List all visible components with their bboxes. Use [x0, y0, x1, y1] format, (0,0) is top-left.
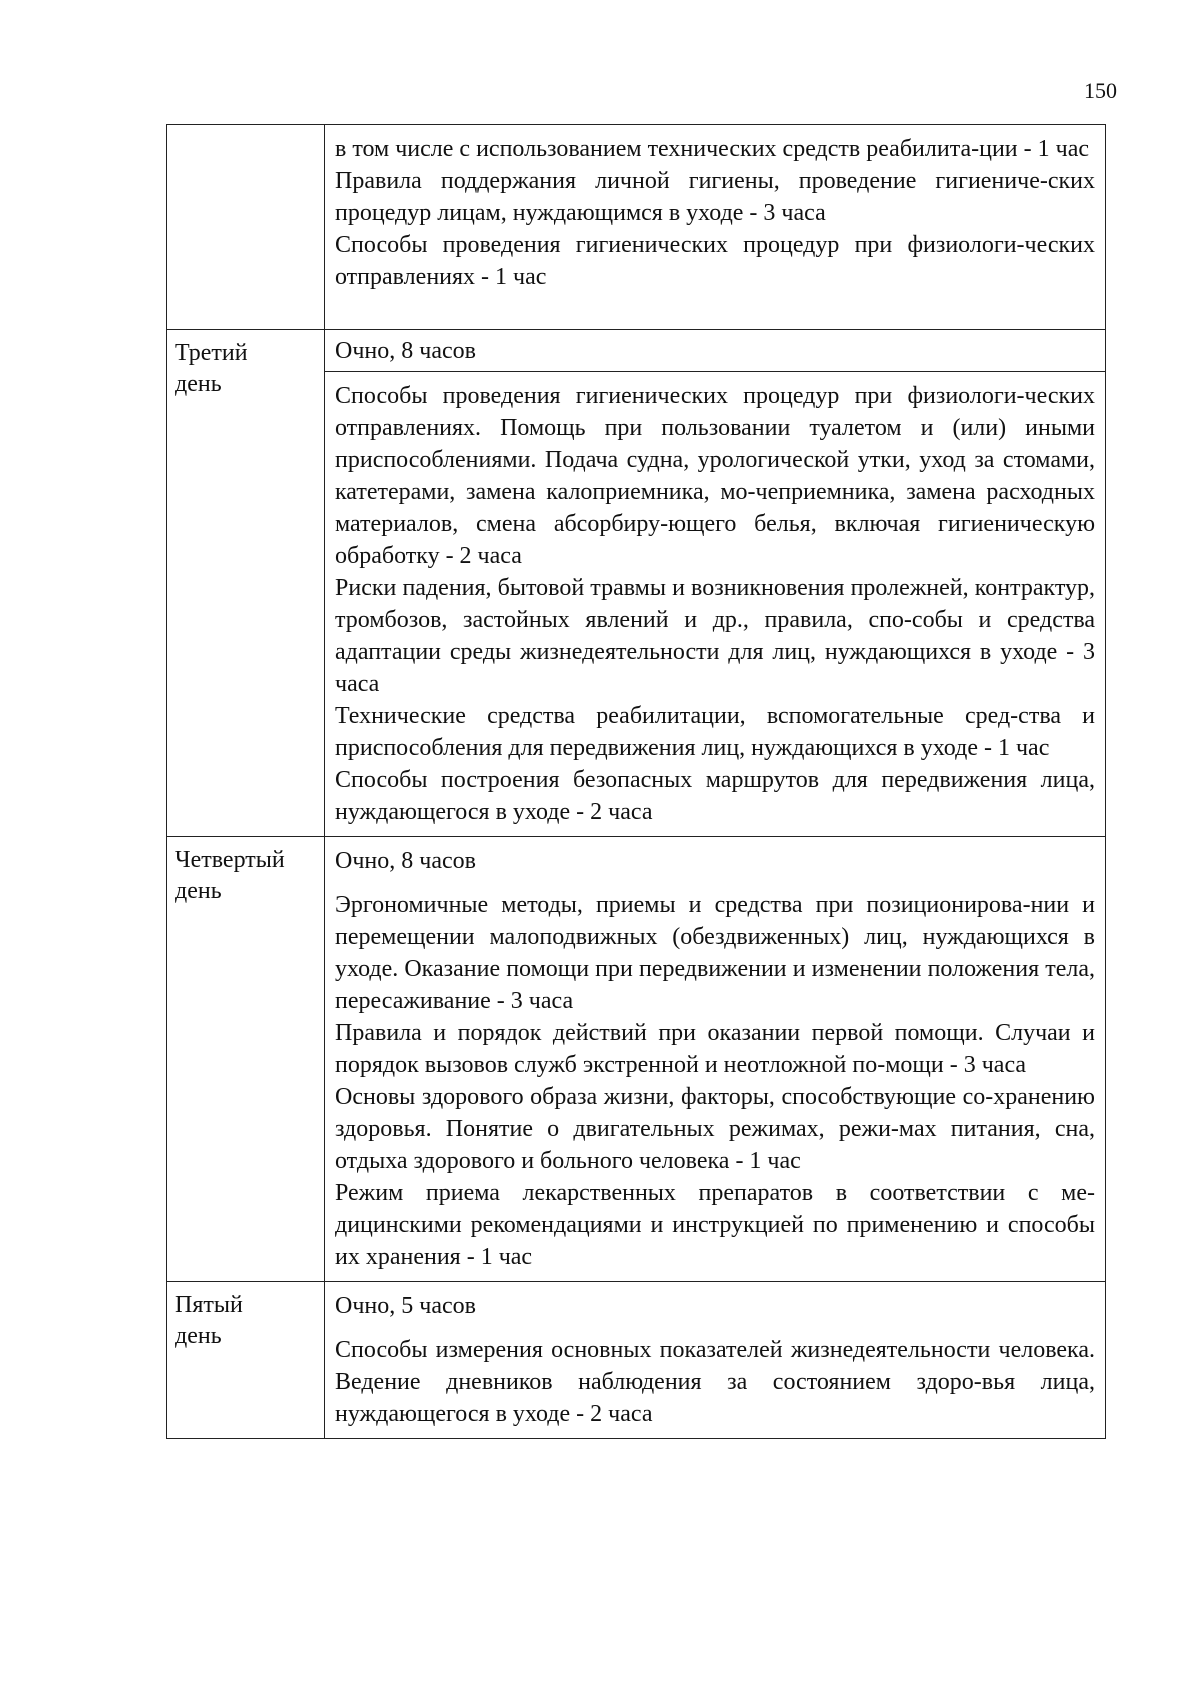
topic-text: Риски падения, бытовой травмы и возникновения пролежней, контрактур, тромбозов, застойных явлений и др., правила, спо-собы и средства адаптации среды жизнедеятельности для лиц, нуждающихся в уходе - 3 часа: [335, 575, 1095, 697]
topic-text: Режим приема лекарственных препаратов в соответствии с ме-дицинскими рекомендациями и инструкцией по применению и способы их хранения - 1 час: [335, 1180, 1095, 1270]
topic-text: Правила поддержания личной гигиены, проведение гигиениче-ских процедур лицам, нуждающимся в уходе - 3 часа: [335, 168, 1095, 226]
day-label: Третий день: [175, 340, 248, 397]
topics-cell: [325, 837, 1106, 1282]
mode-cell: Очно, 8 часов: [325, 330, 1106, 372]
topic-text: Способы построения безопасных маршрутов для передвижения лица, нуждающегося в уходе - 2 часа: [335, 767, 1095, 825]
topic-text: Технические средства реабилитации, вспомогательные сред-ства и приспособления для передвижения лиц, нуждающихся в уходе - 1 час: [335, 703, 1095, 761]
table-row: [167, 125, 1106, 330]
day-cell: [167, 330, 325, 837]
day-cell: [167, 837, 325, 1282]
topic-text: в том числе с использованием технических средств реабилита-ции - 1 час: [335, 136, 1090, 162]
topic-text: Способы проведения гигиенических процедур при физиологи-ческих отправлениях - 1 час: [335, 232, 1095, 290]
table-row: [167, 837, 1106, 1282]
topics-cell: [325, 372, 1106, 837]
day-label: Четвертый день: [175, 847, 285, 904]
mode-text: Очно, 8 часов: [335, 848, 476, 874]
topic-text: Способы измерения основных показателей жизнедеятельности человека. Ведение дневников наблюдения за состоянием здоро-вья лица, нуждающегося в уходе - 2 часа: [335, 1337, 1095, 1427]
topic-text: Эргономичные методы, приемы и средства при позиционирова-нии и перемещении малоподвижных (обездвиженных) лиц, нуждающихся в уходе. Оказание помощи при передвижении и изменении положения тела, пересаживание - 3 часа: [335, 892, 1095, 1014]
schedule-table: [166, 124, 1106, 1439]
day-cell: [167, 1282, 325, 1439]
table-row: [167, 1282, 1106, 1439]
mode-text: Очно, 5 часов: [335, 1293, 476, 1319]
topic-text: Способы проведения гигиенических процедур при физиологи-ческих отправлениях. Помощь при пользовании туалетом и (или) иными приспособлениями. Подача судна, урологической утки, уход за стомами, катетерами, замена калоприемника, мо-чеприемника, замена расходных материалов, смена абсорбиру-ющего белья, включая гигиеническую обработку - 2 часа: [335, 383, 1095, 569]
topic-text: Основы здорового образа жизни, факторы, способствующие со-хранению здоровья. Понятие о двигательных режимах, режи-мах питания, сна, отдыха здорового и больного человека - 1 час: [335, 1084, 1095, 1174]
page-number: 150: [1084, 78, 1117, 103]
day-label: Пятый день: [175, 1292, 243, 1349]
topics-cell: [325, 1282, 1106, 1439]
table-row: [167, 330, 1106, 372]
topic-text: Правила и порядок действий при оказании первой помощи. Случаи и порядок вызовов служб экстренной и неотложной по-мощи - 3 часа: [335, 1020, 1095, 1078]
day-cell: [167, 125, 325, 330]
topics-cell: [325, 125, 1106, 330]
